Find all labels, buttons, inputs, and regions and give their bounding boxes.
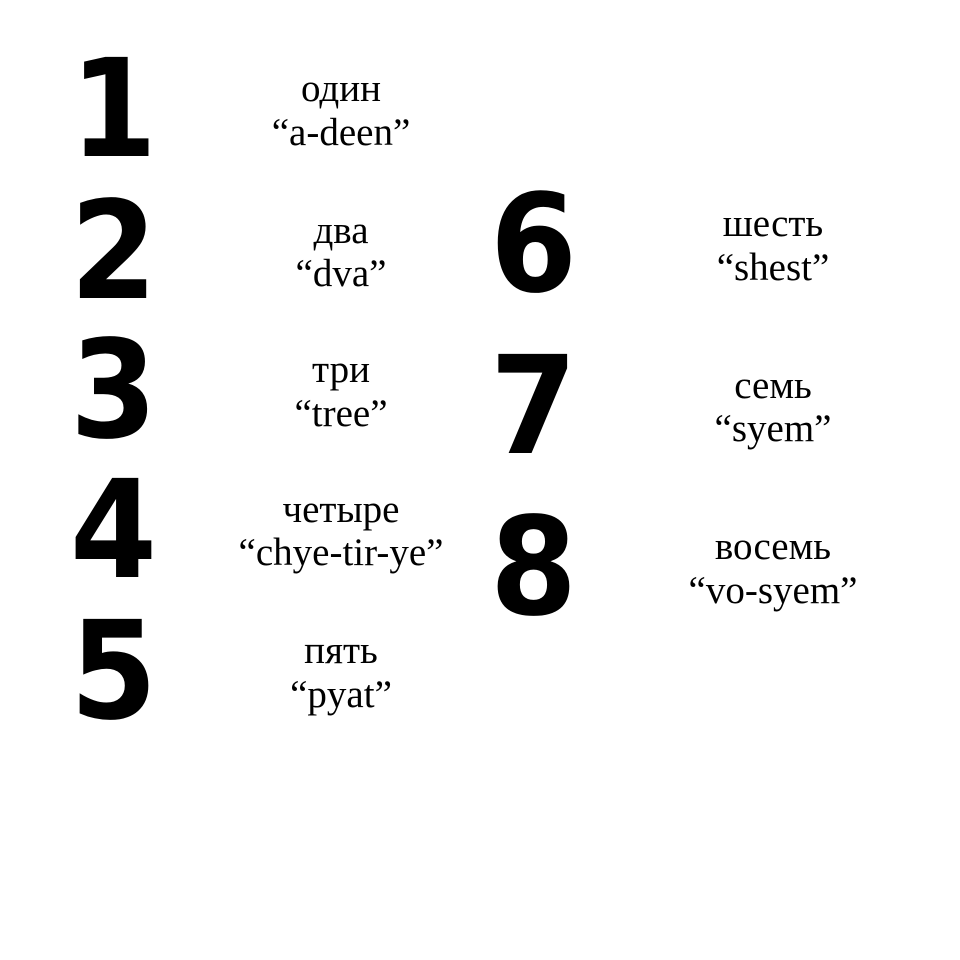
numeral-2: 2 — [70, 172, 154, 331]
list-item — [70, 312, 500, 471]
romanization-5: “pyat” — [290, 672, 392, 716]
numeral-8: 8 — [490, 489, 574, 648]
numeral-4: 4 — [70, 451, 154, 610]
romanization-4: “chye-tir-ye” — [238, 531, 444, 575]
cyrillic-word-7: семь — [734, 363, 812, 407]
romanization-6: “shest” — [716, 245, 830, 289]
list-item — [490, 327, 930, 486]
list-item — [70, 451, 500, 610]
romanization-1: “a-deen” — [271, 110, 411, 154]
romanization-7: “syem” — [714, 407, 832, 451]
list-item — [70, 31, 500, 189]
numeral-7: 7 — [490, 327, 574, 486]
cyrillic-word-5: пять — [304, 629, 378, 673]
word-block-4 — [178, 488, 500, 575]
numeral-5: 5 — [70, 593, 154, 752]
word-block-6 — [598, 202, 930, 289]
right-column — [490, 166, 930, 675]
numeral-6: 6 — [490, 166, 574, 324]
romanization-2: “dva” — [295, 252, 387, 296]
cyrillic-word-8: восемь — [714, 525, 832, 569]
numeral-1: 1 — [70, 31, 154, 189]
cyrillic-word-3: три — [312, 348, 370, 392]
word-block-8 — [598, 525, 930, 612]
cyrillic-word-6: шесть — [722, 202, 824, 246]
word-block-1 — [178, 67, 500, 154]
word-block-2 — [178, 209, 500, 296]
cyrillic-word-4: четыре — [282, 487, 400, 531]
word-block-7 — [598, 364, 930, 451]
numeral-3: 3 — [70, 312, 154, 471]
left-column — [70, 31, 500, 752]
cyrillic-word-1: один — [301, 67, 381, 111]
word-block-5 — [178, 629, 500, 716]
romanization-3: “tree” — [294, 391, 388, 435]
list-item — [70, 593, 500, 752]
list-item — [490, 489, 930, 648]
list-item — [70, 172, 500, 331]
list-item — [490, 166, 930, 324]
cyrillic-word-2: два — [313, 208, 369, 252]
word-block-3 — [178, 348, 500, 435]
romanization-8: “vo-syem” — [688, 568, 858, 612]
